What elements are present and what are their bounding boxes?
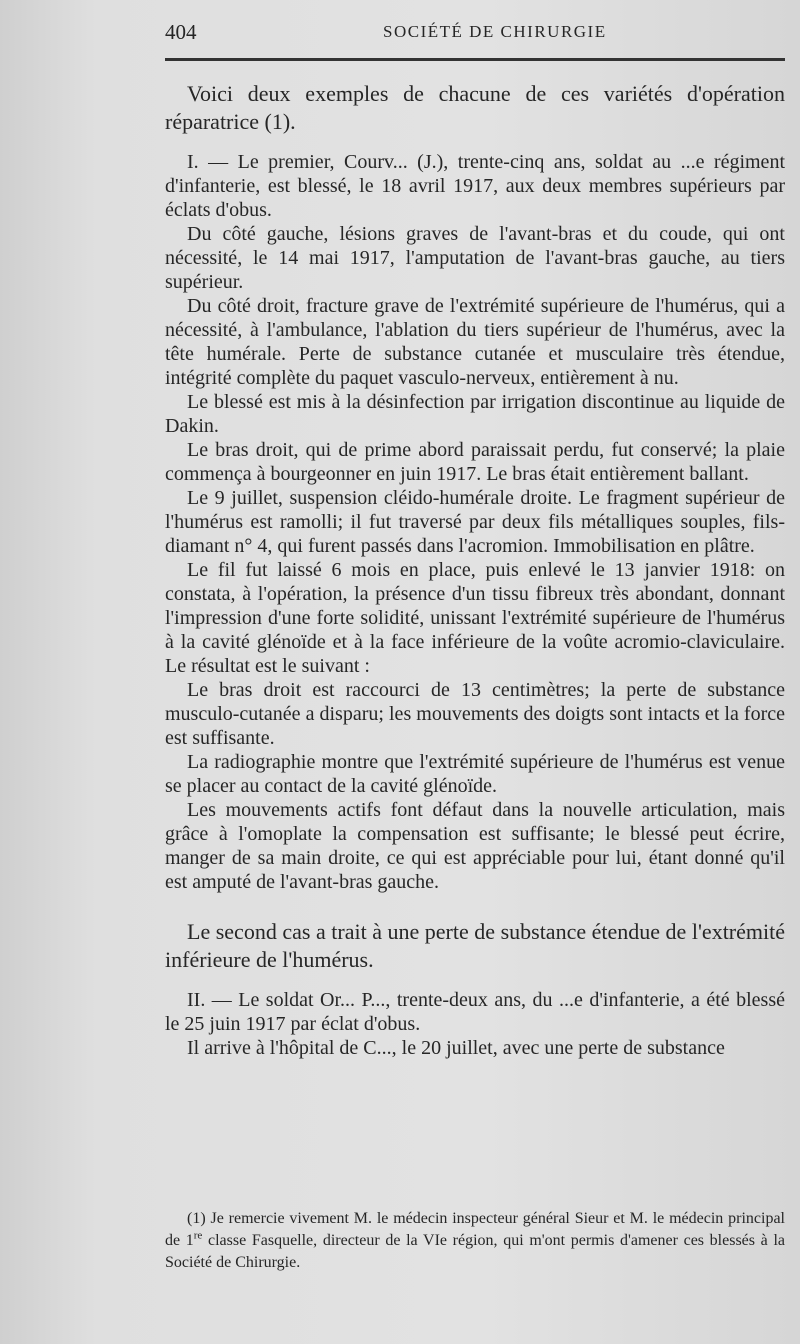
footnote-text-start: (1) Je remercie vivement M. le médecin inspecteur général Sieur et M. le médecin principal de 1 [165, 1210, 785, 1249]
right-side-paragraph: Du côté droit, fracture grave de l'extrémité supérieure de l'humérus, qui a nécessité, à l'ambulance, l'ablation du tiers supérieur de l'humérus, avec la tête humérale. Perte de substance cutanée et musculaire très étendue, intégrité complète du paquet vasculo-nerveux, entièrement à nu. [165, 295, 785, 389]
hospital-arrival-paragraph: Il arrive à l'hôpital de C..., le 20 juillet, avec une perte de substance [187, 1037, 725, 1059]
page-header [165, 20, 785, 50]
disinfection-paragraph: Le blessé est mis à la désinfection par irrigation discontinue au liquide de Dakin. [165, 391, 785, 437]
footnote-superscript: re [193, 1229, 203, 1242]
page-number: 404 [165, 20, 197, 44]
wire-removal-paragraph: Le fil fut laissé 6 mois en place, puis enlevé le 13 janvier 1918: on constata, à l'opération, la présence d'un tissu fibreux très abondant, donnant l'impression d'une forte solidité, unissant l'extrémité supérieure de l'humérus à la cavité glénoïde et à la face inférieure de la voûte acromio-claviculaire. Le résultat est le suivant : [165, 559, 785, 677]
header-rule [165, 58, 785, 61]
footnote-text-end: classe Fasquelle, directeur de la VIe région, qui m'ont permis d'amener ces blessés à la Société de Chirurgie. [165, 1232, 785, 1271]
second-case-intro: Le second cas a trait à une perte de substance étendue de l'extrémité inférieure de l'humérus. [165, 919, 785, 972]
footnote [165, 1208, 785, 1274]
movements-paragraph: Les mouvements actifs font défaut dans la nouvelle articulation, mais grâce à l'omoplate la compensation est suffisante; le blessé peut écrire, manger de sa main droite, ce qui est appréciable pour lui, étant donné qu'il est amputé de l'avant-bras gauche. [165, 799, 785, 893]
footnote-text [165, 1208, 785, 1274]
case-two-heading-paragraph: II. — Le soldat Or... P..., trente-deux ans, du ...e d'infanterie, a été blessé le 25 juin 1917 par éclat d'obus. [165, 989, 785, 1035]
left-side-paragraph: Du côté gauche, lésions graves de l'avant-bras et du coude, qui ont nécessité, le 14 mai 1917, l'amputation de l'avant-bras gauche, au tiers supérieur. [165, 223, 785, 293]
intro-paragraph: Voici deux exemples de chacune de ces variétés d'opération réparatrice (1). [165, 81, 785, 134]
suspension-paragraph: Le 9 juillet, suspension cléido-humérale droite. Le fragment supérieur de l'humérus est ramolli; il fut traversé par deux fils métalliques souples, fils-diamant n° 4, qui furent passés dans l'acromion. Immobilisation en plâtre. [165, 487, 785, 557]
case-one-heading-paragraph: I. — Le premier, Courv... (J.), trente-cinq ans, soldat au ...e régiment d'infanterie, est blessé, le 18 avril 1917, aux deux membres supérieurs par éclats d'obus. [165, 151, 785, 221]
body-text [165, 80, 785, 1060]
radiography-paragraph: La radiographie montre que l'extrémité supérieure de l'humérus est venue se placer au contact de la cavité glénoïde. [165, 751, 785, 797]
result-paragraph: Le bras droit est raccourci de 13 centimètres; la perte de substance musculo-cutanée a disparu; les mouvements des doigts sont intacts et la force est suffisante. [165, 679, 785, 749]
arm-conserved-paragraph: Le bras droit, qui de prime abord paraissait perdu, fut conservé; la plaie commença à bourgeonner en juin 1917. Le bras était entièrement ballant. [165, 439, 785, 485]
running-title: SOCIÉTÉ DE CHIRURGIE [383, 22, 607, 41]
